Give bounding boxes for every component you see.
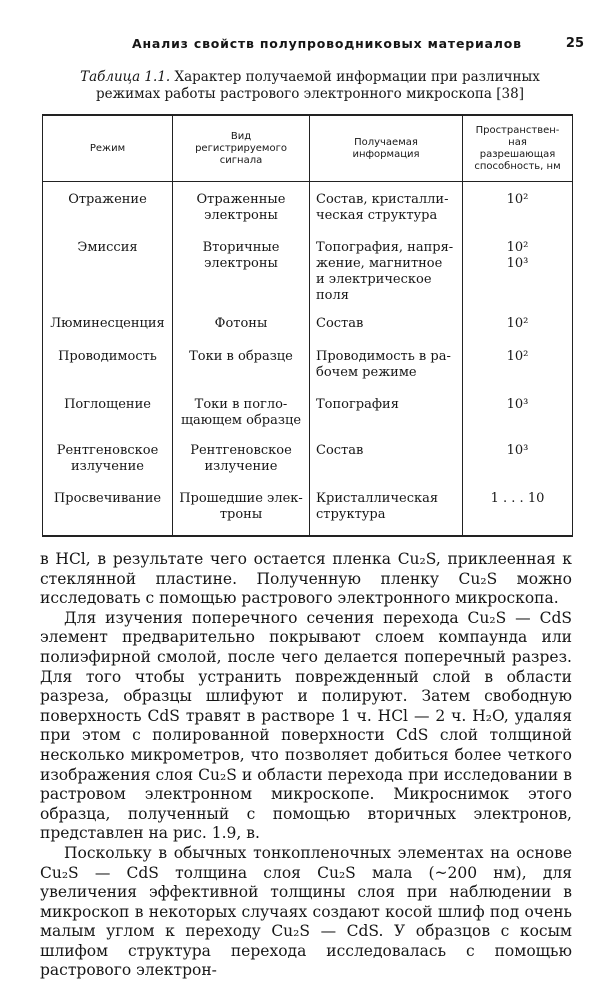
table-row xyxy=(43,310,573,339)
cell-resolution: 10³ xyxy=(463,387,573,433)
table-caption xyxy=(40,69,580,103)
col-header-mode: Режим xyxy=(43,115,173,182)
cell-info: Состав xyxy=(310,433,463,481)
cell-mode: Просвечивание xyxy=(43,481,173,536)
table-header-row xyxy=(43,115,573,182)
cell-info: Состав xyxy=(310,310,463,339)
cell-resolution: 10³ xyxy=(463,433,573,481)
cell-info: Топография, напря- жение, магнитное и электрическое поля xyxy=(310,230,463,310)
cell-resolution: 10² xyxy=(463,310,573,339)
cell-resolution: 10² 10³ xyxy=(463,230,573,310)
running-title: Анализ свойств полупроводниковых материалов xyxy=(132,36,522,51)
table-row xyxy=(43,387,573,433)
cell-signal: Токи в погло- щающем образце xyxy=(173,387,310,433)
cell-mode: Люминесценция xyxy=(43,310,173,339)
cell-info: Проводимость в ра- бочем режиме xyxy=(310,339,463,387)
table-row xyxy=(43,230,573,310)
cell-signal: Фотоны xyxy=(173,310,310,339)
col-header-signal: Вид регистрируемого сигнала xyxy=(173,115,310,182)
paragraph: в HCl, в результате чего остается пленка Cu₂S, приклеенная к стеклянной пластине. Полученную пленку Cu₂S можно исследовать с помощью растрового электронного микроскопа. xyxy=(40,550,572,608)
cell-mode: Рентгеновское излучение xyxy=(43,433,173,481)
cell-signal: Отраженные электроны xyxy=(173,182,310,230)
cell-resolution: 1 . . . 10 xyxy=(463,481,573,536)
table-row xyxy=(43,182,573,230)
table-row xyxy=(43,481,573,536)
table-caption-text-2: режимах работы растрового электронного микроскопа [38] xyxy=(96,86,524,102)
running-header xyxy=(0,36,616,58)
cell-mode: Отражение xyxy=(43,182,173,230)
cell-info: Состав, кристалли- ческая структура xyxy=(310,182,463,230)
paragraph: Поскольку в обычных тонкопленочных элементах на основе Cu₂S — CdS толщина слоя Cu₂S мала (~200 нм), для увеличения эффективной толщины слоя при наблюдении в микроскоп в некоторых случаях создают косой шлиф под очень малым углом к переходу Cu₂S — CdS. У образцов с косым шлифом структура перехода исследовалась с помощью растрового электрон- xyxy=(40,843,572,980)
cell-signal: Токи в образце xyxy=(173,339,310,387)
table-row xyxy=(43,339,573,387)
cell-resolution: 10² xyxy=(463,339,573,387)
body-text xyxy=(40,550,572,981)
table-row xyxy=(43,433,573,481)
col-header-resolution: Пространствен- ная разрешающая способность, нм xyxy=(463,115,573,182)
cell-mode: Поглощение xyxy=(43,387,173,433)
cell-mode: Эмиссия xyxy=(43,230,173,310)
page-number: 25 xyxy=(565,36,584,51)
cell-mode: Проводимость xyxy=(43,339,173,387)
info-table xyxy=(42,114,573,537)
cell-signal: Прошедшие элек- троны xyxy=(173,481,310,536)
cell-resolution: 10² xyxy=(463,182,573,230)
cell-signal: Вторичные электроны xyxy=(173,230,310,310)
paragraph: Для изучения поперечного сечения перехода Cu₂S — CdS элемент предварительно покрывают слоем компаунда или полиэфирной смолой, после чего делается поперечный разрез. Для того чтобы устранить поврежденный слой в области разреза, образцы шлифуют и полируют. Затем свободную поверхность CdS травят в растворе 1 ч. HCl — 2 ч. H₂O, удаляя при этом с полированной поверхности CdS слой толщиной несколько микрометров, что позволяет добиться более четкого изображения слоя Cu₂S и области перехода при исследовании в растровом электронном микроскопе. Микроснимок этого образца, полученный с помощью вторичных электронов, представлен на рис. 1.9, в. xyxy=(40,608,572,843)
col-header-info: Получаемая информация xyxy=(310,115,463,182)
cell-info: Кристаллическая структура xyxy=(310,481,463,536)
table-caption-label: Таблица 1.1. xyxy=(80,69,171,85)
cell-info: Топография xyxy=(310,387,463,433)
cell-signal: Рентгеновское излучение xyxy=(173,433,310,481)
table-caption-text: Характер получаемой информации при различных xyxy=(174,69,540,85)
